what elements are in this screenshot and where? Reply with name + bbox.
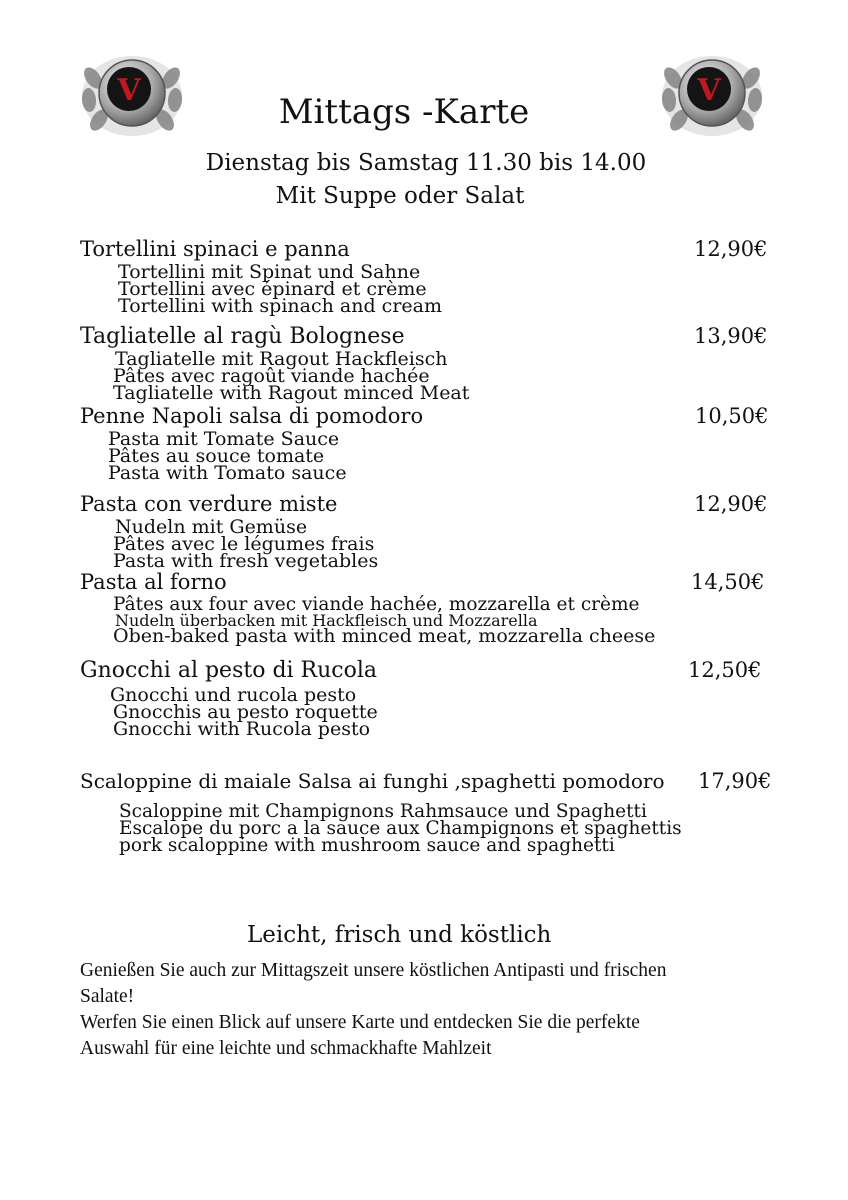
- dish-desc-fr: Escalope du porc a la sauce aux Champignons et spaghettis: [119, 818, 682, 839]
- closing-line: Auswahl für eine leichte und schmackhafte Mahlzeit: [80, 1038, 492, 1059]
- dish-price: 12,50€: [688, 658, 762, 682]
- dish-price: 13,90€: [694, 324, 768, 348]
- dish-name: Pasta con verdure miste: [80, 492, 338, 516]
- dish-item: [80, 237, 770, 315]
- dish-desc-en: Tortellini with spinach and cream: [118, 295, 442, 317]
- dish-name: Penne Napoli salsa di pomodoro: [80, 404, 424, 428]
- dish-name: Pasta al forno: [80, 570, 227, 594]
- dish-desc-en: Tagliatelle with Ragout minced Meat: [113, 382, 470, 404]
- logo-letter: V: [117, 73, 141, 108]
- dish-name: Scaloppine di maiale Salsa ai funghi ,spaghetti pomodoro: [80, 769, 665, 793]
- page-title: Mittags -Karte: [278, 92, 530, 132]
- dish-desc-de: Pasta mit Tomate Sauce: [108, 428, 340, 450]
- dish-desc-de: Nudeln mit Gemüse: [115, 516, 308, 538]
- dish-price: 10,50€: [695, 404, 769, 428]
- dish-desc-de: Gnocchi und rucola pesto: [110, 684, 357, 706]
- closing-line: Genießen Sie auch zur Mittagszeit unsere köstlichen Antipasti und frischen: [80, 960, 667, 981]
- dish-desc-fr: Pâtes au souce tomate: [108, 445, 325, 467]
- dish-desc-de: Tortellini mit Spinat und Sahne: [118, 261, 421, 283]
- opening-hours: Dienstag bis Samstag 11.30 bis 14.00: [205, 150, 647, 176]
- dish-item: [80, 658, 770, 738]
- dish-desc-fr: Pâtes avec ragoût viande hachée: [113, 365, 430, 387]
- dish-name: Tortellini spinaci e panna: [80, 237, 350, 261]
- dish-desc-en: Pasta with fresh vegetables: [113, 550, 379, 572]
- dish-desc-fr: Gnocchis au pesto roquette: [113, 701, 378, 723]
- dish-item: [80, 324, 770, 402]
- dish-price: 14,50€: [691, 570, 765, 594]
- dish-desc-fr: Tortellini avec épinard et crème: [118, 278, 427, 300]
- closing-line: Werfen Sie einen Blick auf unsere Karte und entdecken Sie die perfekte: [80, 1012, 640, 1033]
- dish-desc-fr: Pâtes avec le légumes frais: [113, 533, 375, 555]
- closing-paragraph: [80, 958, 780, 1062]
- dish-desc-fr: Pâtes aux four avec viande hachée, mozzarella et crème: [113, 594, 640, 615]
- dish-item: [80, 404, 770, 482]
- dish-desc-de: Tagliatelle mit Ragout Hackfleisch: [115, 348, 448, 370]
- logo-letter: V: [697, 73, 721, 108]
- dish-name: Tagliatelle al ragù Bolognese: [80, 324, 405, 349]
- dish-desc-de: Scaloppine mit Champignons Rahmsauce und Spaghetti: [119, 801, 647, 822]
- closing-heading: Leicht, frisch und köstlich: [247, 922, 552, 948]
- dish-price: 12,90€: [694, 492, 768, 516]
- dish-desc-en: pork scaloppine with mushroom sauce and spaghetti: [119, 835, 615, 856]
- dish-desc-en: Oben-baked pasta with minced meat, mozzarella cheese: [113, 625, 656, 647]
- dish-desc-de: Nudeln überbacken mit Hackfleisch und Mozzarella: [115, 611, 538, 630]
- dish-price: 17,90€: [698, 769, 772, 793]
- dish-item: [80, 570, 770, 645]
- dish-price: 12,90€: [694, 237, 768, 261]
- menu-subtitle: Mit Suppe oder Salat: [275, 183, 525, 209]
- dish-name: Gnocchi al pesto di Rucola: [80, 658, 378, 683]
- dish-item: [80, 769, 770, 854]
- dish-desc-en: Gnocchi with Rucola pesto: [113, 718, 371, 740]
- dish-desc-en: Pasta with Tomato sauce: [108, 462, 347, 484]
- closing-line: Salate!: [80, 986, 135, 1007]
- dish-item: [80, 492, 770, 570]
